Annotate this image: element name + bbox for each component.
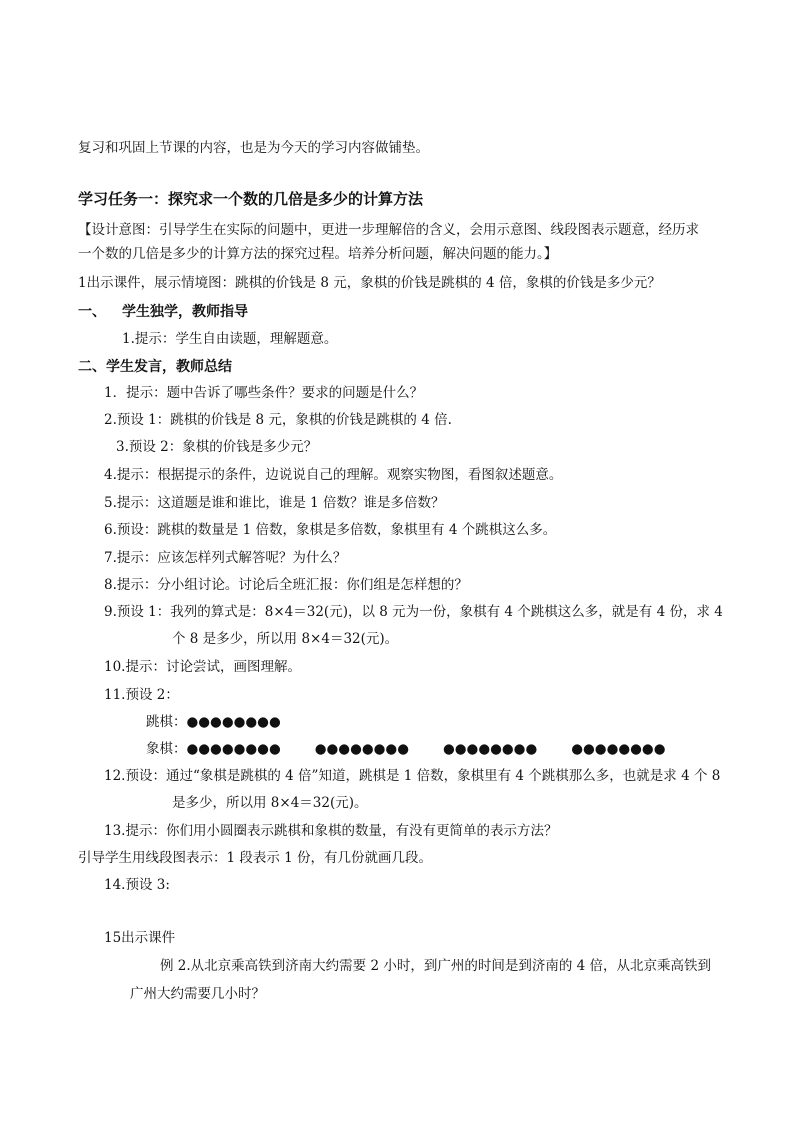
step-3: 3.预设 2：象棋的价钱是多少元？ — [116, 439, 318, 455]
step-12-line-2: 是多少，所以用 8×4＝32(元)。 — [172, 795, 368, 811]
tiaoqi-row — [146, 713, 281, 731]
step-13: 13.提示：你们用小圆圈表示跳棋和象棋的数量，有没有更简单的表示方法？ — [104, 823, 558, 839]
tiaoqi-label: 跳棋： — [146, 714, 187, 730]
step-8: 8.提示：分小组讨论。讨论后全班汇报：你们组是怎样想的？ — [104, 577, 468, 593]
step-1: 1．提示：题中告诉了哪些条件？要求的问题是什么？ — [104, 385, 424, 401]
step-7: 7.提示：应该怎样列式解答呢？为什么？ — [104, 550, 347, 566]
design-intent-line-2: 一个数的几倍是多少的计算方法的探究过程。培养分析问题，解决问题的能力。】 — [78, 246, 558, 262]
xiangqi-dots-group-3: ●●●●●●●● — [443, 741, 538, 757]
xiangqi-dots-group-1: ●●●●●●●● — [186, 741, 281, 757]
step-13-guide: 引导学生用线段图表示：1 段表示 1 份，有几份就画几段。 — [78, 850, 433, 866]
item-1-courseware: 1出示课件，展示情境图：跳棋的价钱是 8 元，象棋的价钱是跳棋的 4 倍，象棋的价钱是多少元？ — [78, 275, 661, 291]
step-14: 14.预设 3: — [104, 877, 170, 893]
xiangqi-row — [146, 740, 666, 758]
section-1-number: 一、 — [78, 304, 106, 320]
step-9-line-1: 9.预设 1：我列的算式是：8×4＝32(元)，以 8 元为一份，象棋有 4 个跳棋这么多，就是有 4 份，求 4 — [104, 604, 723, 620]
xiangqi-label: 象棋： — [146, 741, 187, 757]
step-11: 11.预设 2： — [104, 687, 179, 703]
step-15: 15出示课件 — [104, 930, 176, 946]
step-12-line-1: 12.预设：通过“象棋是跳棋的 4 倍”知道，跳棋是 1 倍数，象棋里有 4 个跳棋那么多，也就是求 4 个 8 — [104, 768, 721, 784]
xiangqi-dots-group-2: ●●●●●●●● — [314, 741, 409, 757]
tiaoqi-dots: ●●●●●●●● — [186, 714, 281, 730]
task-title: 学习任务一：探究求一个数的几倍是多少的计算方法 — [78, 190, 424, 208]
section-2-title: 二、学生发言，教师总结 — [78, 359, 232, 375]
step-2: 2.预设 1：跳棋的价钱是 8 元，象棋的价钱是跳棋的 4 倍. — [104, 412, 452, 428]
example-2-line-2: 广州大约需要几小时？ — [130, 986, 265, 1002]
xiangqi-dots-group-4: ●●●●●●●● — [571, 741, 666, 757]
step-4: 4.提示：根据提示的条件，边说说自己的理解。观察实物图，看图叙述题意。 — [104, 467, 563, 483]
section-1-title: 学生独学，教师指导 — [122, 304, 248, 320]
step-6: 6.预设：跳棋的数量是 1 倍数，象棋是多倍数，象棋里有 4 个跳棋这么多。 — [104, 522, 557, 538]
design-intent-line-1: 【设计意图：引导学生在实际的问题中，更进一步理解倍的含义，会用示意图、线段图表示题意，经历求 — [78, 222, 699, 238]
step-5: 5.提示：这道题是谁和谁比，谁是 1 倍数？谁是多倍数？ — [104, 495, 445, 511]
step-9-line-2: 个 8 是多少，所以用 8×4＝32(元)。 — [172, 631, 399, 647]
step-10: 10.提示：讨论尝试，画图理解。 — [104, 659, 301, 675]
example-2-line-1: 例 2.从北京乘高铁到济南大约需要 2 小时，到广州的时间是到济南的 4 倍，从北京乘高铁到 — [160, 958, 712, 974]
section-1-hint: 1.提示：学生自由读题，理解题意。 — [122, 331, 338, 347]
intro-text: 复习和巩固上节课的内容，也是为今天的学习内容做铺垫。 — [78, 140, 429, 156]
